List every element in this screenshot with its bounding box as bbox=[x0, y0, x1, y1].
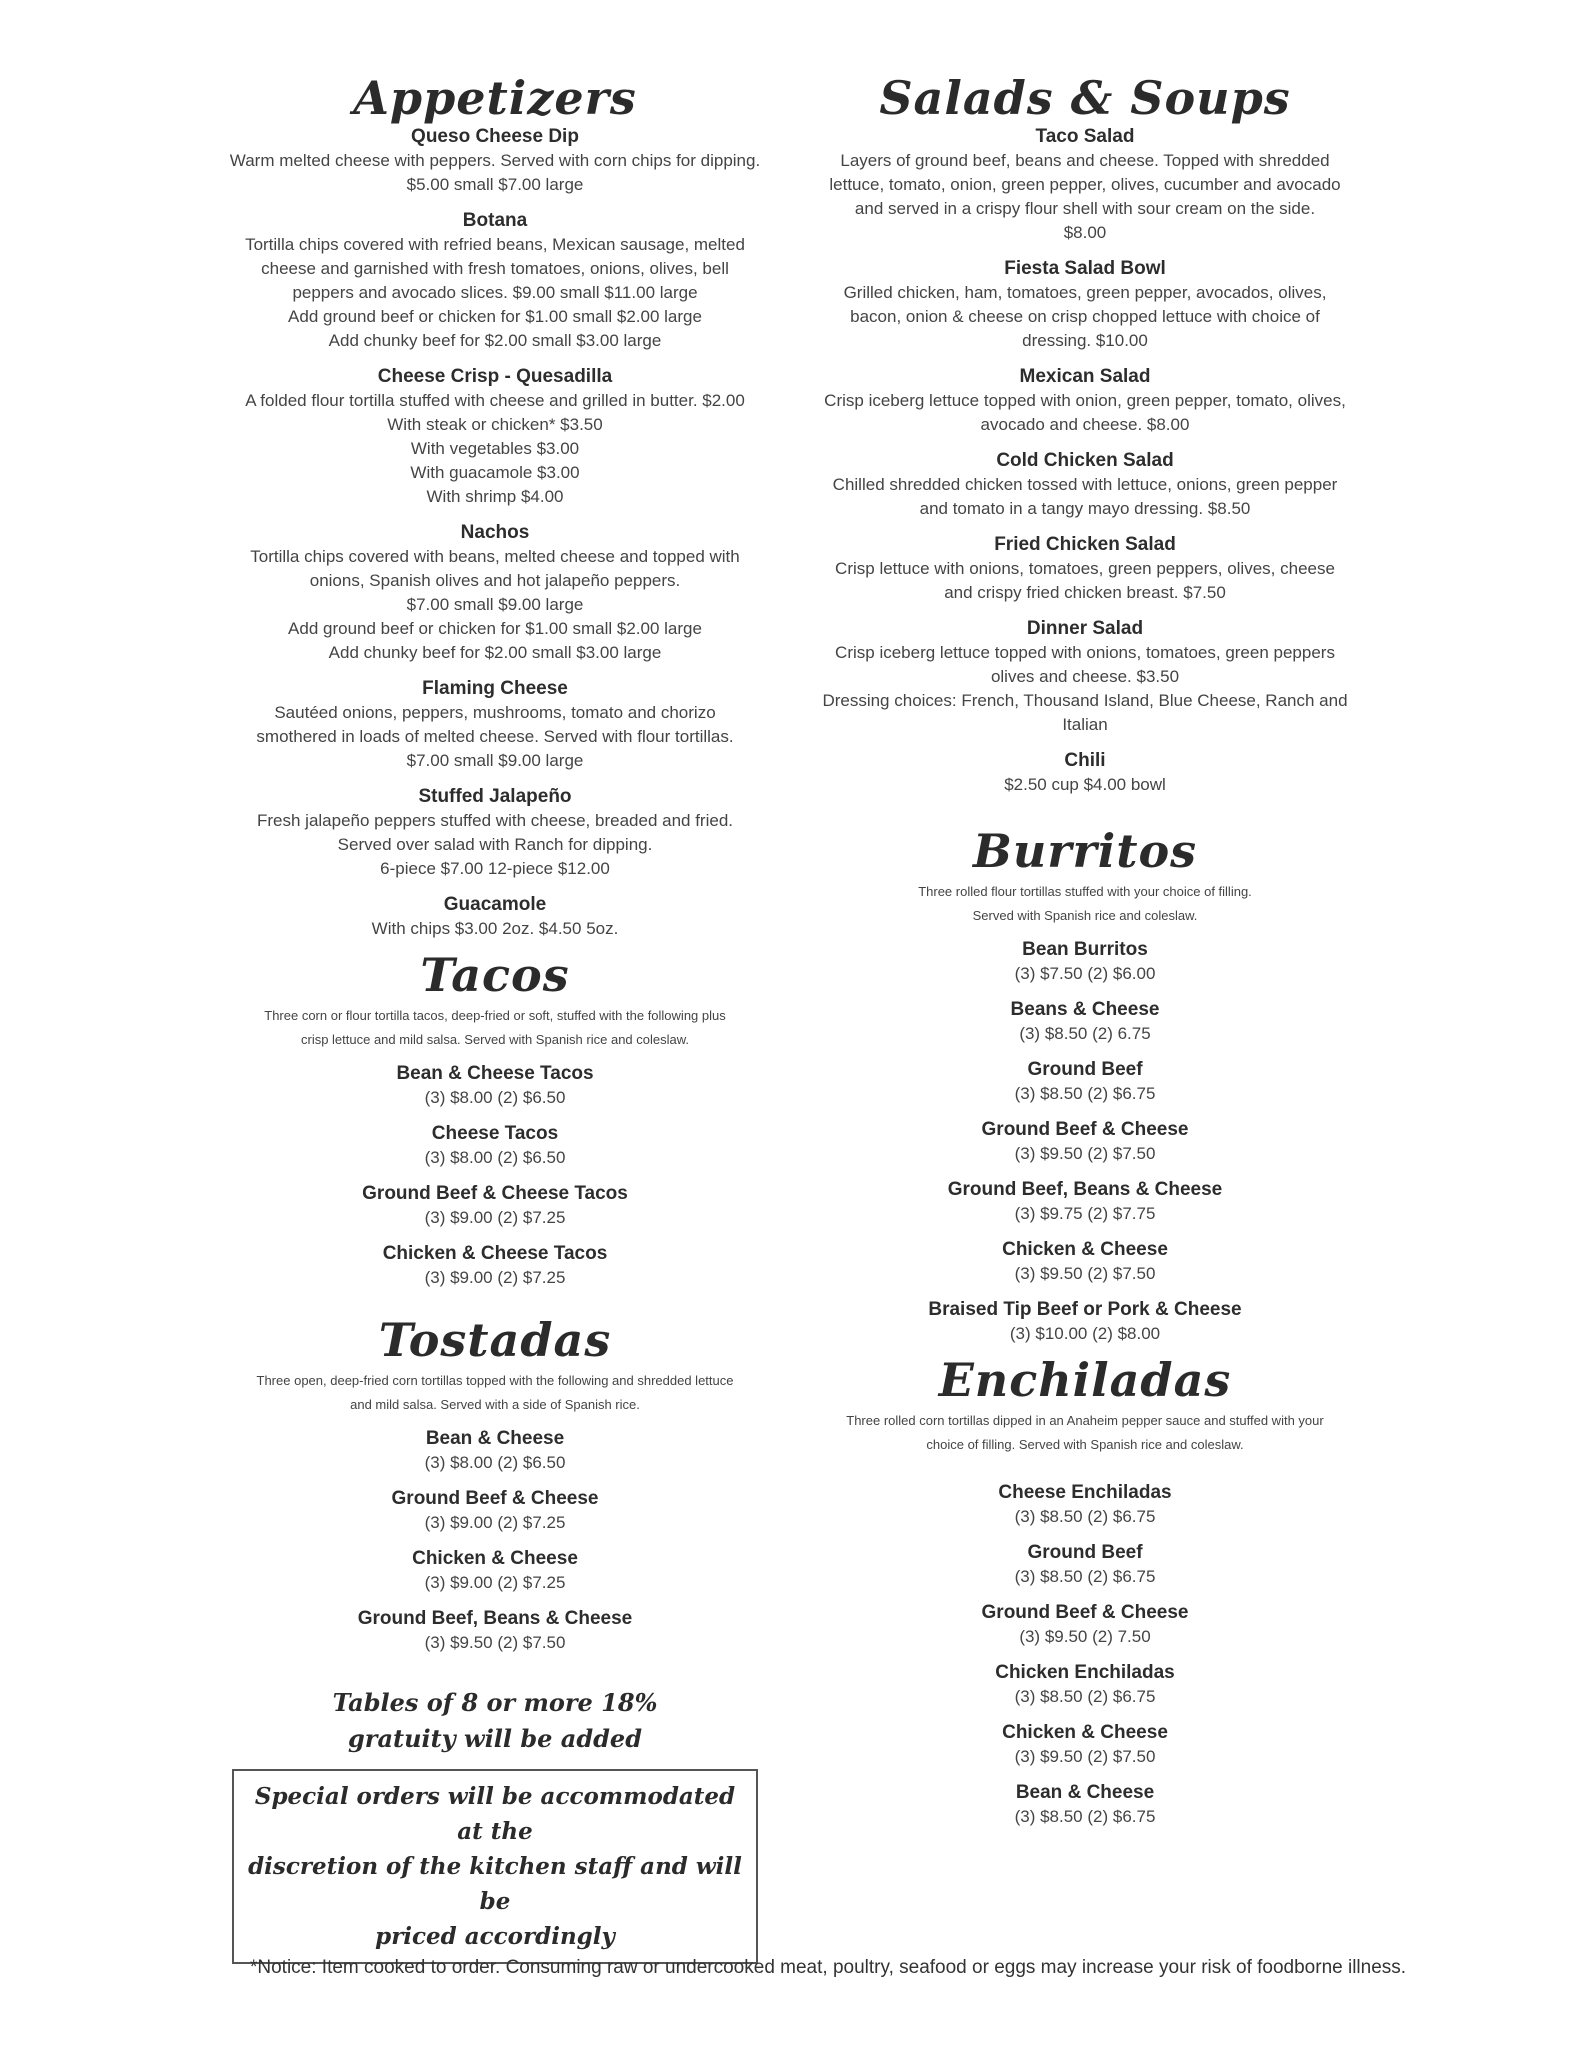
menu-item bbox=[820, 365, 1350, 437]
menu-item bbox=[225, 209, 765, 353]
gratuity-line: gratuity will be added bbox=[348, 1723, 642, 1753]
menu-item bbox=[820, 1118, 1350, 1166]
menu-item-description: With shrimp $4.00 bbox=[426, 486, 564, 506]
menu-item-name: Flaming Cheese bbox=[422, 677, 568, 699]
enchiladas-section bbox=[820, 1354, 1350, 1829]
gratuity-note bbox=[225, 1685, 765, 1757]
menu-item-description: (3) $8.00 (2) $6.50 bbox=[424, 1452, 566, 1472]
menu-item-name: Fried Chicken Salad bbox=[994, 533, 1176, 555]
menu-item-description: Grilled chicken, ham, tomatoes, green pepper, avocados, olives, bbox=[843, 282, 1327, 302]
menu-item bbox=[820, 1721, 1350, 1769]
tostadas-intro-line: and mild salsa. Served with a side of Spanish rice. bbox=[350, 1396, 640, 1412]
tacos-section bbox=[225, 949, 765, 1290]
right-column bbox=[820, 56, 1350, 1841]
burritos-intro-line: Three rolled flour tortillas stuffed with your choice of filling. bbox=[918, 883, 1252, 899]
menu-item-description: $7.00 small $9.00 large bbox=[406, 750, 584, 770]
menu-item-description: (3) $9.00 (2) $7.25 bbox=[424, 1207, 566, 1227]
menu-item-description: lettuce, tomato, onion, green pepper, olives, cucumber and avocado bbox=[829, 174, 1341, 194]
menu-item bbox=[820, 1781, 1350, 1829]
menu-item-description: Italian bbox=[1062, 714, 1108, 734]
special-orders-line: discretion of the kitchen staff and will be bbox=[248, 1852, 742, 1915]
menu-item-description: (3) $9.50 (2) $7.50 bbox=[1014, 1263, 1156, 1283]
menu-item-description: Crisp iceberg lettuce topped with onions, tomatoes, green peppers bbox=[835, 642, 1335, 662]
menu-item bbox=[225, 1547, 765, 1595]
menu-item-name: Queso Cheese Dip bbox=[411, 125, 579, 147]
tostadas-intro bbox=[225, 1369, 765, 1417]
menu-item-name: Bean & Cheese bbox=[1015, 1781, 1155, 1803]
menu-item-name: Cheese Tacos bbox=[431, 1122, 559, 1144]
menu-item-description: Sautéed onions, peppers, mushrooms, tomato and chorizo bbox=[274, 702, 716, 722]
tacos-items bbox=[225, 1062, 765, 1290]
menu-item-description: A folded flour tortilla stuffed with cheese and grilled in butter. $2.00 bbox=[245, 390, 745, 410]
menu-item bbox=[820, 617, 1350, 737]
appetizers-title: Appetizers bbox=[353, 71, 637, 125]
tacos-title: Tacos bbox=[420, 947, 570, 1002]
menu-item-description: (3) $9.00 (2) $7.25 bbox=[424, 1267, 566, 1287]
menu-item-description: (3) $8.50 (2) $6.75 bbox=[1014, 1083, 1156, 1103]
menu-item-name: Ground Beef bbox=[1027, 1058, 1143, 1080]
menu-item bbox=[225, 1122, 765, 1170]
menu-item-description: dressing. $10.00 bbox=[1022, 330, 1148, 350]
menu-item-description: olives and cheese. $3.50 bbox=[990, 666, 1180, 686]
menu-item-name: Ground Beef & Cheese bbox=[981, 1118, 1189, 1140]
menu-item bbox=[820, 1661, 1350, 1709]
menu-item bbox=[820, 1298, 1350, 1346]
menu-item-description: smothered in loads of melted cheese. Served with flour tortillas. bbox=[256, 726, 734, 746]
appetizers-items bbox=[225, 125, 765, 941]
burritos-section bbox=[820, 825, 1350, 1346]
menu-item bbox=[820, 533, 1350, 605]
menu-item-description: Tortilla chips covered with refried beans, Mexican sausage, melted bbox=[245, 234, 745, 254]
menu-item-description: Layers of ground beef, beans and cheese. Topped with shredded bbox=[840, 150, 1330, 170]
menu-item-description: $2.50 cup $4.00 bowl bbox=[1004, 774, 1166, 794]
menu-item bbox=[225, 1607, 765, 1655]
menu-item-name: Nachos bbox=[460, 521, 530, 543]
menu-item-description: (3) $8.50 (2) 6.75 bbox=[1019, 1023, 1151, 1043]
menu-item-description: Crisp iceberg lettuce topped with onion, green pepper, tomato, olives, bbox=[824, 390, 1346, 410]
menu-item-name: Braised Tip Beef or Pork & Cheese bbox=[928, 1298, 1242, 1320]
menu-item bbox=[820, 125, 1350, 245]
menu-item-description: avocado and cheese. $8.00 bbox=[980, 414, 1190, 434]
menu-item-description: Warm melted cheese with peppers. Served with corn chips for dipping. bbox=[229, 150, 761, 170]
menu-item-name: Cold Chicken Salad bbox=[996, 449, 1174, 471]
menu-item-description: Tortilla chips covered with beans, melted cheese and topped with bbox=[250, 546, 740, 566]
salads-soups-section bbox=[820, 72, 1350, 797]
special-orders-line: priced accordingly bbox=[375, 1922, 615, 1950]
tacos-intro-line: Three corn or flour tortilla tacos, deep-fried or soft, stuffed with the following plus bbox=[264, 1007, 726, 1023]
menu-item-description: $5.00 small $7.00 large bbox=[406, 174, 584, 194]
menu-item-description: and served in a crispy flour shell with sour cream on the side. bbox=[854, 198, 1316, 218]
menu-item-name: Bean & Cheese Tacos bbox=[396, 1062, 594, 1084]
menu-item-description: (3) $9.75 (2) $7.75 bbox=[1014, 1203, 1156, 1223]
menu-item-description: Add chunky beef for $2.00 small $3.00 large bbox=[328, 330, 662, 350]
food-safety-notice: *Notice: Item cooked to order. Consuming raw or undercooked meat, poultry, seafood or eggs may increase your risk of foodborne illness. bbox=[250, 1957, 1407, 1978]
menu-item bbox=[225, 365, 765, 509]
menu-item-description: (3) $8.50 (2) $6.75 bbox=[1014, 1506, 1156, 1526]
menu-item bbox=[820, 749, 1350, 797]
menu-item-description: (3) $8.00 (2) $6.50 bbox=[424, 1147, 566, 1167]
menu-item-description: Add ground beef or chicken for $1.00 small $2.00 large bbox=[288, 618, 702, 638]
menu-item-description: $8.00 bbox=[1063, 222, 1107, 242]
menu-item-description: With guacamole $3.00 bbox=[410, 462, 580, 482]
menu-item bbox=[225, 1487, 765, 1535]
menu-item-name: Taco Salad bbox=[1035, 125, 1135, 147]
enchiladas-intro-line: Three rolled corn tortillas dipped in an Anaheim pepper sauce and stuffed with your bbox=[846, 1412, 1324, 1428]
menu-item bbox=[820, 998, 1350, 1046]
menu-item-description: (3) $9.50 (2) $7.50 bbox=[424, 1632, 566, 1652]
menu-item-description: onions, Spanish olives and hot jalapeño peppers. bbox=[309, 570, 681, 590]
menu-item-description: and tomato in a tangy mayo dressing. $8.50 bbox=[919, 498, 1251, 518]
tostadas-title: Tostadas bbox=[378, 1312, 612, 1367]
menu-item bbox=[820, 1058, 1350, 1106]
menu-item-name: Ground Beef, Beans & Cheese bbox=[357, 1607, 633, 1629]
menu-item-description: peppers and avocado slices. $9.00 small $11.00 large bbox=[292, 282, 698, 302]
menu-item-description: Fresh jalapeño peppers stuffed with cheese, breaded and fried. bbox=[257, 810, 733, 830]
menu-item-description: With vegetables $3.00 bbox=[410, 438, 580, 458]
menu-item-description: Served over salad with Ranch for dipping. bbox=[337, 834, 653, 854]
appetizers-section bbox=[225, 72, 765, 941]
menu-item-description: 6-piece $7.00 12-piece $12.00 bbox=[380, 858, 610, 878]
tostadas-intro-line: Three open, deep-fried corn tortillas topped with the following and shredded lettuce bbox=[256, 1372, 734, 1388]
menu-item-description: bacon, onion & cheese on crisp chopped lettuce with choice of bbox=[850, 306, 1320, 326]
menu-item-name: Botana bbox=[462, 209, 528, 231]
menu-item-name: Chicken & Cheese Tacos bbox=[382, 1242, 608, 1264]
menu-item-name: Ground Beef, Beans & Cheese bbox=[947, 1178, 1223, 1200]
menu-item-description: (3) $9.50 (2) $7.50 bbox=[1014, 1746, 1156, 1766]
menu-item bbox=[225, 521, 765, 665]
menu-item-description: Crisp lettuce with onions, tomatoes, green peppers, olives, cheese bbox=[835, 558, 1335, 578]
menu-item bbox=[820, 257, 1350, 353]
menu-item-name: Guacamole bbox=[443, 893, 547, 915]
menu-item-description: Add ground beef or chicken for $1.00 small $2.00 large bbox=[288, 306, 702, 326]
menu-item bbox=[225, 893, 765, 941]
menu-item bbox=[225, 677, 765, 773]
menu-item-name: Chicken Enchiladas bbox=[995, 1661, 1175, 1683]
menu-item-description: Add chunky beef for $2.00 small $3.00 large bbox=[328, 642, 662, 662]
menu-item-name: Bean & Cheese bbox=[425, 1427, 565, 1449]
menu-item-name: Mexican Salad bbox=[1019, 365, 1151, 387]
special-orders-line: Special orders will be accommodated at the bbox=[254, 1782, 736, 1845]
menu-item-description: cheese and garnished with fresh tomatoes, onions, olives, bell bbox=[261, 258, 729, 278]
menu-item-description: (3) $9.00 (2) $7.25 bbox=[424, 1572, 566, 1592]
menu-item bbox=[225, 1062, 765, 1110]
menu-item-name: Cheese Crisp - Quesadilla bbox=[377, 365, 613, 387]
menu-item-description: (3) $9.50 (2) 7.50 bbox=[1019, 1626, 1151, 1646]
menu-item bbox=[820, 1541, 1350, 1589]
salads-soups-items bbox=[820, 125, 1350, 797]
menu-item bbox=[225, 1427, 765, 1475]
tostadas-items bbox=[225, 1427, 765, 1655]
menu-item-name: Chili bbox=[1064, 749, 1106, 771]
enchiladas-intro bbox=[820, 1409, 1350, 1457]
menu-item-name: Stuffed Jalapeño bbox=[418, 785, 572, 807]
burritos-title: Burritos bbox=[972, 823, 1198, 878]
menu-item bbox=[225, 1182, 765, 1230]
menu-item bbox=[225, 1242, 765, 1290]
special-orders-box bbox=[232, 1769, 758, 1964]
enchiladas-intro-line: choice of filling. Served with Spanish rice and coleslaw. bbox=[926, 1436, 1244, 1452]
menu-item-description: (3) $7.50 (2) $6.00 bbox=[1014, 963, 1156, 983]
menu-item bbox=[820, 1601, 1350, 1649]
menu-item-description: (3) $10.00 (2) $8.00 bbox=[1009, 1323, 1161, 1343]
menu-item-description: (3) $9.00 (2) $7.25 bbox=[424, 1512, 566, 1532]
menu-item-name: Fiesta Salad Bowl bbox=[1004, 257, 1166, 279]
menu-item-name: Dinner Salad bbox=[1026, 617, 1144, 639]
menu-item bbox=[820, 1238, 1350, 1286]
menu-item-name: Ground Beef & Cheese bbox=[391, 1487, 599, 1509]
burritos-intro-line: Served with Spanish rice and coleslaw. bbox=[972, 907, 1198, 923]
menu-item bbox=[820, 938, 1350, 986]
tostadas-section bbox=[225, 1314, 765, 1655]
menu-item-description: (3) $8.50 (2) $6.75 bbox=[1014, 1686, 1156, 1706]
menu-item-description: With chips $3.00 2oz. $4.50 5oz. bbox=[371, 918, 619, 938]
menu-item-name: Chicken & Cheese bbox=[412, 1547, 578, 1569]
menu-item-description: (3) $9.50 (2) $7.50 bbox=[1014, 1143, 1156, 1163]
left-column bbox=[225, 56, 765, 1964]
burritos-intro bbox=[820, 880, 1350, 928]
menu-item-description: With steak or chicken* $3.50 bbox=[387, 414, 603, 434]
menu-item-description: (3) $8.50 (2) $6.75 bbox=[1014, 1806, 1156, 1826]
menu-item-description: (3) $8.00 (2) $6.50 bbox=[424, 1087, 566, 1107]
menu-item bbox=[820, 449, 1350, 521]
salads-soups-title: Salads & Soups bbox=[879, 71, 1291, 125]
menu-item bbox=[225, 125, 765, 197]
enchiladas-title: Enchiladas bbox=[938, 1352, 1232, 1407]
menu-item-name: Beans & Cheese bbox=[1010, 998, 1160, 1020]
menu-item-name: Ground Beef & Cheese Tacos bbox=[362, 1182, 628, 1204]
tacos-intro-line: crisp lettuce and mild salsa. Served with Spanish rice and coleslaw. bbox=[300, 1031, 690, 1047]
menu-item bbox=[820, 1481, 1350, 1529]
menu-item-description: Dressing choices: French, Thousand Island, Blue Cheese, Ranch and bbox=[822, 690, 1348, 710]
enchiladas-items bbox=[820, 1481, 1350, 1829]
menu-item-name: Bean Burritos bbox=[1022, 938, 1148, 960]
menu-item-description: $7.00 small $9.00 large bbox=[406, 594, 584, 614]
menu-item-description: (3) $8.50 (2) $6.75 bbox=[1014, 1566, 1156, 1586]
menu-item-name: Ground Beef & Cheese bbox=[981, 1601, 1189, 1623]
menu-item bbox=[820, 1178, 1350, 1226]
menu-item-name: Chicken & Cheese bbox=[1002, 1238, 1168, 1260]
menu-item-name: Cheese Enchiladas bbox=[998, 1481, 1172, 1503]
menu-item-description: Chilled shredded chicken tossed with lettuce, onions, green pepper bbox=[832, 474, 1338, 494]
menu-item-description: and crispy fried chicken breast. $7.50 bbox=[944, 582, 1226, 602]
tacos-intro bbox=[225, 1004, 765, 1052]
menu-item-name: Ground Beef bbox=[1027, 1541, 1143, 1563]
menu-item bbox=[225, 785, 765, 881]
menu-item-name: Chicken & Cheese bbox=[1002, 1721, 1168, 1743]
gratuity-line: Tables of 8 or more 18% bbox=[332, 1687, 658, 1717]
burritos-items bbox=[820, 938, 1350, 1346]
